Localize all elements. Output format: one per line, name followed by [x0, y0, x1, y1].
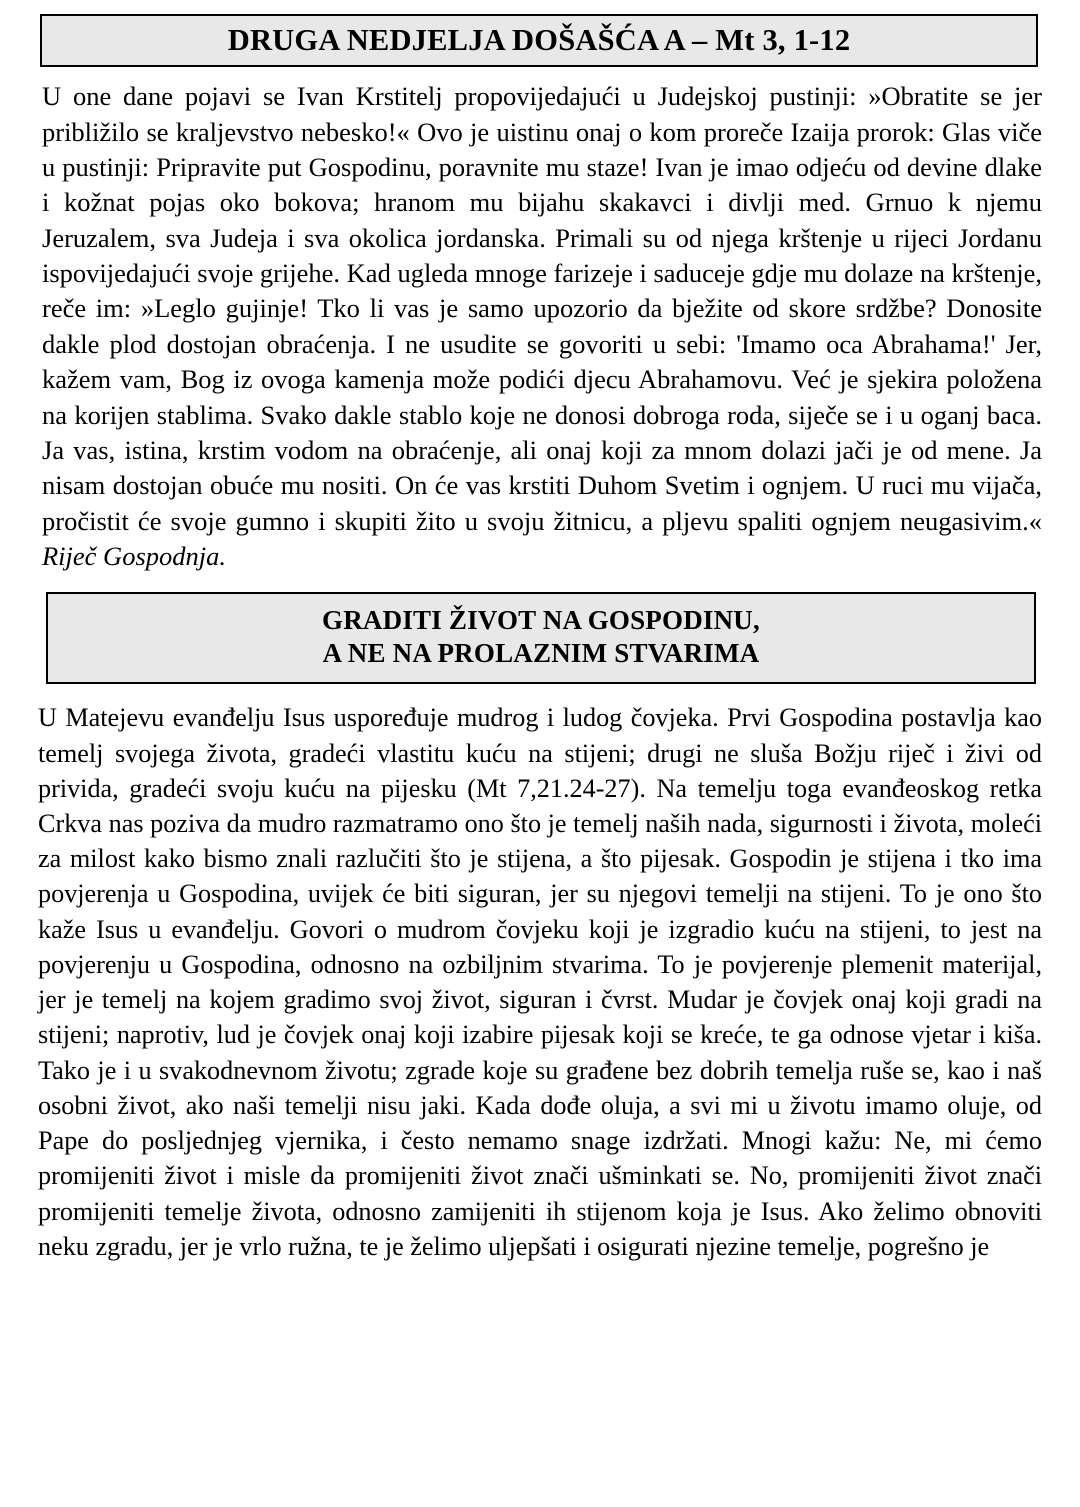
section-title: [46, 592, 1036, 684]
section-title-line-2: A NE NA PROLAZNIM STVARIMA: [322, 638, 760, 669]
gospel-paragraph: [42, 79, 1042, 574]
reflection-section: [36, 700, 1044, 1264]
page-title: DRUGA NEDJELJA DOŠAŠĆA A – Mt 3, 1-12: [40, 14, 1038, 67]
gospel-closing-formula: Riječ Gospodnja.: [42, 541, 226, 572]
section-title-line-1: GRADITI ŽIVOT NA GOSPODINU,: [322, 605, 760, 636]
reflection-paragraph: U Matejevu evanđelju Isus uspoređuje mudrog i ludog čovjeka. Prvi Gospodina postavlja kao temelj svojega života, gradeći vlastitu kuću na stijeni; drugi ne sluša Božju riječ i živi od privida, gradeći svoju kuću na pijesku (Mt 7,21.24-27). Na temelju toga evanđeoskog retka Crkva nas poziva da mudro razmatramo ono što je temelj naših nada, sigurnosti i života, moleći za milost kako bismo znali razlučiti što je stijena, a što pijesak. Gospodin je stijena i tko ima povjerenja u Gospodina, uvijek će biti siguran, jer su njegovi temelji na stijeni. To je ono što kaže Isus u evanđelju. Govori o mudrom čovjeku koji je izgradio kuću na stijeni, to jest na povjerenju u Gospodina, odnosno na ozbiljnim stvarima. To je povjerenje plemenit materijal, jer je temelj na kojem gradimo svoj život, siguran i čvrst. Mudar je čovjek onaj koji gradi na stijeni; naprotiv, lud je čovjek onaj koji izabire pijesak koji se kreće, te ga odnose vjetar i kiša. Tako je i u svakodnevnom životu; zgrade koje su građene bez dobrih temelja ruše se, kao i naš osobni život, ako naši temelji nisu jaki. Kada dođe oluja, a svi mi u životu imamo oluje, od Pape do posljednjeg vjernika, i često nemamo snage izdržati. Mnogi kažu: Ne, mi ćemo promijeniti život i misle da promijeniti život znači ušminkati se. No, promijeniti život znači promijeniti temelje života, odnosno zamijeniti ih stijenom koja je Isus. Ako želimo obnoviti neku zgradu, jer je vrlo ružna, te je želimo uljepšati i osigurati njezine temelje, pogrešno je: [38, 703, 1042, 1261]
gospel-text: U one dane pojavi se Ivan Krstitelj propovijedajući u Judejskoj pustinji: »Obratite se jer približilo se kraljevstvo nebesko!« Ovo je uistinu onaj o kom proreče Izaija prorok: Glas viče u pustinji: Pripravite put Gospodinu, poravnite mu staze! Ivan je imao odjeću od devine dlake i kožnat pojas oko bokova; hranom mu bijahu skakavci i divlji med. Grnuo k njemu Jeruzalem, sva Judeja i sva okolica jordanska. Primali su od njega krštenje u rijeci Jordanu ispovijedajući svoje grijehe. Kad ugleda mnoge farizeje i saduceje gdje mu dolaze na krštenje, reče im: »Leglo gujinje! Tko li vas je samo upozorio da bježite od skore srdžbe? Donosite dakle plod dostojan obraćenja. I ne usudite se govoriti u sebi: 'Imamo oca Abrahama!' Jer, kažem vam, Bog iz ovoga kamenja može podići djecu Abrahamovu. Već je sjekira položena na korijen stablima. Svako dakle stablo koje ne donosi dobroga roda, siječe se i u oganj baca. Ja vas, istina, krstim vodom na obraćenje, ali onaj koji za mnom dolazi jači je od mene. Ja nisam dostojan obuće mu nositi. On će vas krstiti Duhom Svetim i ognjem. U ruci mu vijača, pročistit će svoje gumno i skupiti žito u svoju žitnicu, a pljevu spaliti ognjem neugasivim.«: [42, 81, 1042, 536]
gospel-reading-section: [36, 79, 1044, 574]
